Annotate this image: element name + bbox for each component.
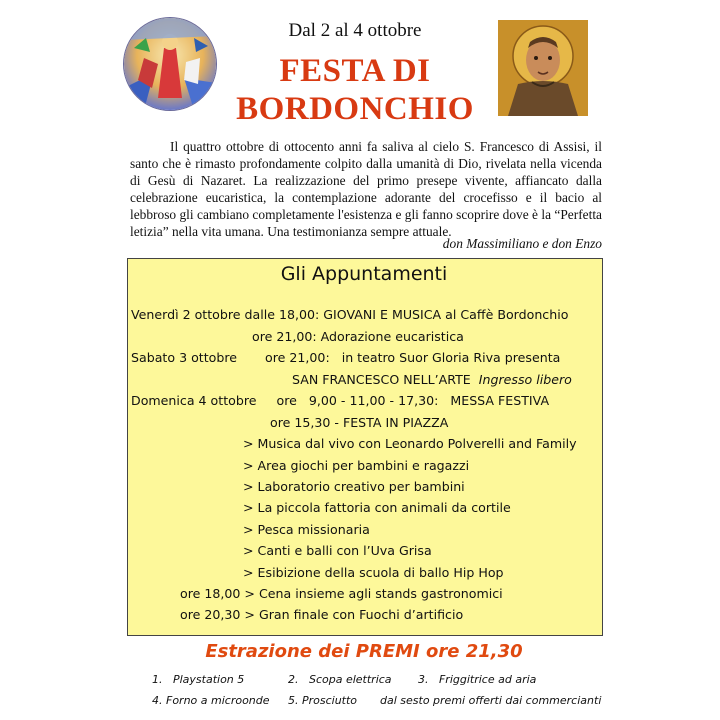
appointment-row: Sabato 3 ottobre ore 21,00: in teatro Suor Gloria Riva presenta: [131, 350, 561, 365]
prize-item: 1. Playstation 5: [152, 673, 245, 686]
title-line-2: BORDONCHIO: [236, 91, 474, 127]
list-item: > Pesca missionaria: [243, 522, 370, 537]
list-item: > Musica dal vivo con Leonardo Polverelli and Family: [243, 436, 577, 451]
list-item: ore 18,00 > Cena insieme agli stands gastronomici: [180, 586, 503, 601]
free-entry-note: Ingresso libero: [478, 372, 572, 387]
appointment-row: ore 21,00: Adorazione eucaristica: [252, 329, 464, 344]
intro-paragraph: [130, 138, 602, 240]
list-item: > Area giochi per bambini e ragazzi: [243, 458, 470, 473]
list-item: ore 20,30 > Gran finale con Fuochi d’artificio: [180, 607, 464, 622]
prize-item: 4. Forno a microonde: [152, 694, 270, 707]
appointment-row: [292, 372, 572, 388]
prizes-title: Estrazione dei PREMI ore 21,30: [205, 641, 523, 662]
date-line: Dal 2 al 4 ottobre: [288, 20, 422, 41]
prize-item: 2. Scopa elettrica: [288, 673, 392, 686]
appointment-row: Domenica 4 ottobre ore 9,00 - 11,00 - 17,30: MESSA FESTIVA: [131, 393, 550, 408]
prize-note: dal sesto premi offerti dai commercianti: [380, 694, 602, 707]
stained-glass-medallion: [123, 17, 217, 111]
appointments-title: Gli Appuntamenti: [280, 263, 448, 285]
signature: don Massimiliano e don Enzo: [442, 236, 602, 251]
intro-text: Il quattro ottobre di ottocento anni fa saliva al cielo S. Francesco di Assisi, il santo che è rimasto profondamente colpito dalla umanità di Dio, rivelata nella vicenda di Gesù di Nazaret. La realizzazione del primo presepe vivente, affiancato dalla celebrazione eucaristica, la contemplazione adorante del crocefisso e il bacio al lebbroso gli cambiano completamente l'esistenza e gli fanno scoprire dove è la “Perfetta letizia” nella vita umana. Una testimonianza sempre attuale.: [130, 139, 602, 239]
title-line-1: FESTA DI: [279, 53, 431, 89]
saint-francis-icon: [498, 20, 588, 116]
prize-item: 3. Friggitrice ad aria: [418, 673, 537, 686]
appointment-row: ore 15,30 - FESTA IN PIAZZA: [270, 415, 449, 430]
list-item: > Canti e balli con l’Uva Grisa: [243, 543, 432, 558]
list-item: > La piccola fattoria con animali da cortile: [243, 500, 511, 515]
list-item: > Esibizione della scuola di ballo Hip Hop: [243, 565, 504, 580]
page-title: [220, 52, 490, 128]
appointment-row: Venerdì 2 ottobre dalle 18,00: GIOVANI E MUSICA al Caffè Bordonchio: [131, 307, 569, 322]
event-title: SAN FRANCESCO NELL’ARTE: [292, 372, 471, 387]
list-item: > Laboratorio creativo per bambini: [243, 479, 465, 494]
prize-item: 5. Prosciutto: [288, 694, 358, 707]
